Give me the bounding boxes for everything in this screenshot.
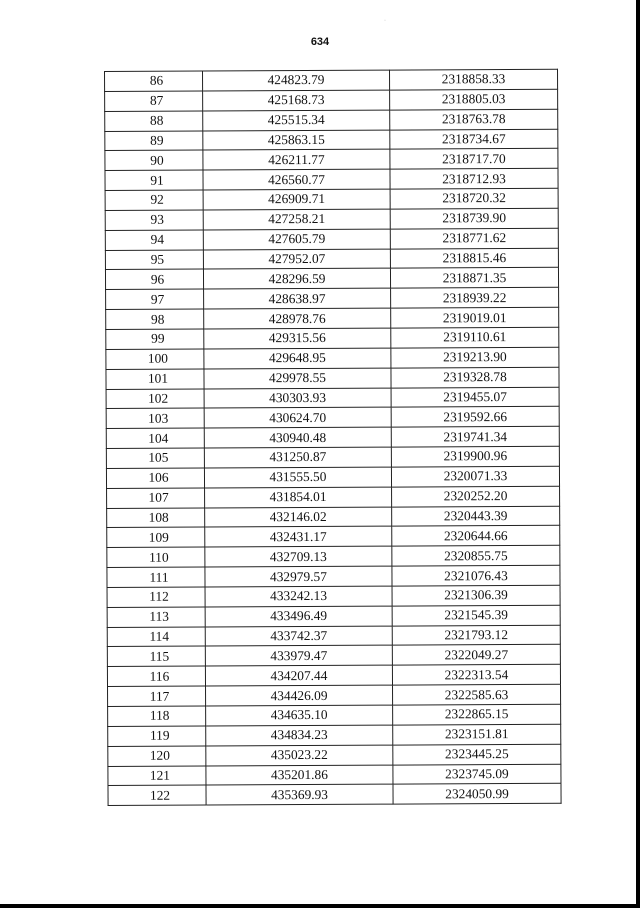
x-coordinate-cell: 433979.47 <box>205 646 392 667</box>
point-number-cell: 106 <box>106 468 204 488</box>
x-coordinate-cell: 432709.13 <box>205 546 392 567</box>
table-row <box>107 546 560 568</box>
point-number-cell: 88 <box>105 111 203 131</box>
x-coordinate-cell: 433242.13 <box>205 586 392 607</box>
point-number-cell: 115 <box>107 646 205 666</box>
y-coordinate-cell: 2318858.33 <box>389 69 557 90</box>
x-coordinate-cell: 432431.17 <box>205 527 392 548</box>
table-row <box>107 645 560 667</box>
table-row <box>107 585 560 607</box>
x-coordinate-cell: 428978.76 <box>204 308 391 329</box>
point-number-cell: 110 <box>107 547 205 567</box>
point-number-cell: 99 <box>106 329 204 349</box>
table-row <box>106 426 559 448</box>
point-number-cell: 104 <box>106 428 204 448</box>
point-number-cell: 117 <box>108 686 206 706</box>
y-coordinate-cell: 2318805.03 <box>390 89 558 110</box>
x-coordinate-cell: 428296.59 <box>203 269 390 290</box>
x-coordinate-cell: 434426.09 <box>206 685 393 706</box>
x-coordinate-cell: 425515.34 <box>203 110 390 131</box>
point-number-cell: 119 <box>108 726 206 746</box>
x-coordinate-cell: 430624.70 <box>204 407 391 428</box>
table-row <box>107 605 560 627</box>
y-coordinate-cell: 2318871.35 <box>390 268 558 289</box>
y-coordinate-cell: 2318815.46 <box>390 248 558 269</box>
point-number-cell: 86 <box>105 71 203 91</box>
table-row <box>105 129 558 151</box>
table-row <box>107 506 560 528</box>
y-coordinate-cell: 2323745.09 <box>393 764 561 785</box>
x-coordinate-cell: 432146.02 <box>205 507 392 528</box>
x-coordinate-cell: 426909.71 <box>203 189 390 210</box>
x-coordinate-cell: 434635.10 <box>206 705 393 726</box>
table-row <box>106 367 559 389</box>
point-number-cell: 108 <box>107 508 205 528</box>
point-number-cell: 93 <box>105 210 203 230</box>
point-number-cell: 102 <box>106 389 204 409</box>
table-row <box>105 169 558 191</box>
table-row <box>107 625 560 647</box>
scan-border-bottom <box>0 904 640 908</box>
table-row <box>107 526 560 548</box>
x-coordinate-cell: 424823.79 <box>203 70 390 91</box>
y-coordinate-cell: 2319110.61 <box>391 327 559 348</box>
x-coordinate-cell: 435201.86 <box>206 765 393 786</box>
table-row <box>107 486 560 508</box>
point-number-cell: 98 <box>106 309 204 329</box>
x-coordinate-cell: 429978.55 <box>204 368 391 389</box>
y-coordinate-cell: 2319741.34 <box>391 426 559 447</box>
y-coordinate-cell: 2322865.15 <box>393 704 561 725</box>
point-number-cell: 109 <box>107 527 205 547</box>
coordinate-table <box>104 69 562 806</box>
table-row <box>106 288 559 310</box>
point-number-cell: 94 <box>105 230 203 250</box>
y-coordinate-cell: 2318771.62 <box>390 228 558 249</box>
table-row <box>105 89 558 111</box>
scan-border-right <box>636 0 640 908</box>
table-row <box>106 307 559 329</box>
point-number-cell: 112 <box>107 587 205 607</box>
scan-mark: · <box>384 18 386 24</box>
y-coordinate-cell: 2318763.78 <box>390 109 558 130</box>
y-coordinate-cell: 2318712.93 <box>390 169 558 190</box>
y-coordinate-cell: 2321306.39 <box>392 585 560 606</box>
x-coordinate-cell: 434207.44 <box>205 665 392 686</box>
table-row <box>106 347 559 369</box>
table-row <box>107 665 560 687</box>
x-coordinate-cell: 430940.48 <box>204 427 391 448</box>
y-coordinate-cell: 2320855.75 <box>392 546 560 567</box>
y-coordinate-cell: 2323151.81 <box>393 724 561 745</box>
x-coordinate-cell: 433742.37 <box>205 626 392 647</box>
point-number-cell: 114 <box>107 627 205 647</box>
coordinate-table-container <box>104 69 561 806</box>
x-coordinate-cell: 429648.95 <box>204 348 391 369</box>
point-number-cell: 113 <box>107 607 205 627</box>
table-row <box>105 248 558 270</box>
y-coordinate-cell: 2319592.66 <box>391 407 559 428</box>
x-coordinate-cell: 425863.15 <box>203 130 390 151</box>
table-row <box>108 764 561 786</box>
y-coordinate-cell: 2320252.20 <box>392 486 560 507</box>
table-row <box>105 208 558 230</box>
point-number-cell: 90 <box>105 150 203 170</box>
point-number-cell: 103 <box>106 408 204 428</box>
table-row <box>105 149 558 171</box>
point-number-cell: 101 <box>106 369 204 389</box>
x-coordinate-cell: 433496.49 <box>205 606 392 627</box>
y-coordinate-cell: 2324050.99 <box>393 784 561 805</box>
y-coordinate-cell: 2319328.78 <box>391 367 559 388</box>
y-coordinate-cell: 2319455.07 <box>391 387 559 408</box>
x-coordinate-cell: 431854.01 <box>205 487 392 508</box>
x-coordinate-cell: 427605.79 <box>203 229 390 250</box>
table-row <box>105 69 558 91</box>
x-coordinate-cell: 427952.07 <box>203 249 390 270</box>
y-coordinate-cell: 2319019.01 <box>391 307 559 328</box>
table-row <box>108 744 561 766</box>
y-coordinate-cell: 2323445.25 <box>393 744 561 765</box>
point-number-cell: 100 <box>106 349 204 369</box>
y-coordinate-cell: 2319213.90 <box>391 347 559 368</box>
x-coordinate-cell: 426211.77 <box>203 149 390 170</box>
point-number-cell: 105 <box>106 448 204 468</box>
y-coordinate-cell: 2322049.27 <box>392 645 560 666</box>
y-coordinate-cell: 2321076.43 <box>392 565 560 586</box>
y-coordinate-cell: 2320644.66 <box>392 526 560 547</box>
point-number-cell: 87 <box>105 91 203 111</box>
point-number-cell: 122 <box>108 785 206 805</box>
x-coordinate-cell: 435023.22 <box>206 745 393 766</box>
x-coordinate-cell: 431250.87 <box>204 447 391 468</box>
y-coordinate-cell: 2321545.39 <box>392 605 560 626</box>
point-number-cell: 95 <box>105 250 203 270</box>
x-coordinate-cell: 434834.23 <box>206 725 393 746</box>
y-coordinate-cell: 2320443.39 <box>392 506 560 527</box>
y-coordinate-cell: 2318717.70 <box>390 149 558 170</box>
table-row <box>106 327 559 349</box>
coordinate-table-body <box>105 69 562 805</box>
point-number-cell: 96 <box>105 269 203 289</box>
y-coordinate-cell: 2319900.96 <box>391 446 559 467</box>
point-number-cell: 107 <box>107 488 205 508</box>
x-coordinate-cell: 429315.56 <box>204 328 391 349</box>
x-coordinate-cell: 426560.77 <box>203 169 390 190</box>
page-number: 634 <box>310 36 330 48</box>
x-coordinate-cell: 431555.50 <box>204 467 391 488</box>
table-row <box>105 109 558 131</box>
point-number-cell: 111 <box>107 567 205 587</box>
point-number-cell: 92 <box>105 190 203 210</box>
point-number-cell: 120 <box>108 746 206 766</box>
x-coordinate-cell: 432979.57 <box>205 566 392 587</box>
y-coordinate-cell: 2318734.67 <box>390 129 558 150</box>
table-row <box>105 228 558 250</box>
x-coordinate-cell: 435369.93 <box>206 784 393 805</box>
y-coordinate-cell: 2318720.32 <box>390 188 558 209</box>
table-row <box>106 407 559 429</box>
table-row <box>108 784 561 806</box>
point-number-cell: 91 <box>105 170 203 190</box>
y-coordinate-cell: 2322585.63 <box>393 684 561 705</box>
y-coordinate-cell: 2318739.90 <box>390 208 558 229</box>
table-row <box>106 387 559 409</box>
table-row <box>107 565 560 587</box>
x-coordinate-cell: 428638.97 <box>204 288 391 309</box>
x-coordinate-cell: 430303.93 <box>204 388 391 409</box>
y-coordinate-cell: 2318939.22 <box>391 288 559 309</box>
table-row <box>106 466 559 488</box>
table-row <box>108 704 561 726</box>
y-coordinate-cell: 2322313.54 <box>392 665 560 686</box>
y-coordinate-cell: 2321793.12 <box>392 625 560 646</box>
point-number-cell: 116 <box>107 666 205 686</box>
point-number-cell: 121 <box>108 766 206 786</box>
table-row <box>106 446 559 468</box>
x-coordinate-cell: 427258.21 <box>203 209 390 230</box>
table-row <box>108 684 561 706</box>
point-number-cell: 89 <box>105 131 203 151</box>
x-coordinate-cell: 425168.73 <box>203 90 390 111</box>
table-row <box>108 724 561 746</box>
point-number-cell: 118 <box>108 706 206 726</box>
table-row <box>105 188 558 210</box>
y-coordinate-cell: 2320071.33 <box>391 466 559 487</box>
table-row <box>105 268 558 290</box>
point-number-cell: 97 <box>106 289 204 309</box>
